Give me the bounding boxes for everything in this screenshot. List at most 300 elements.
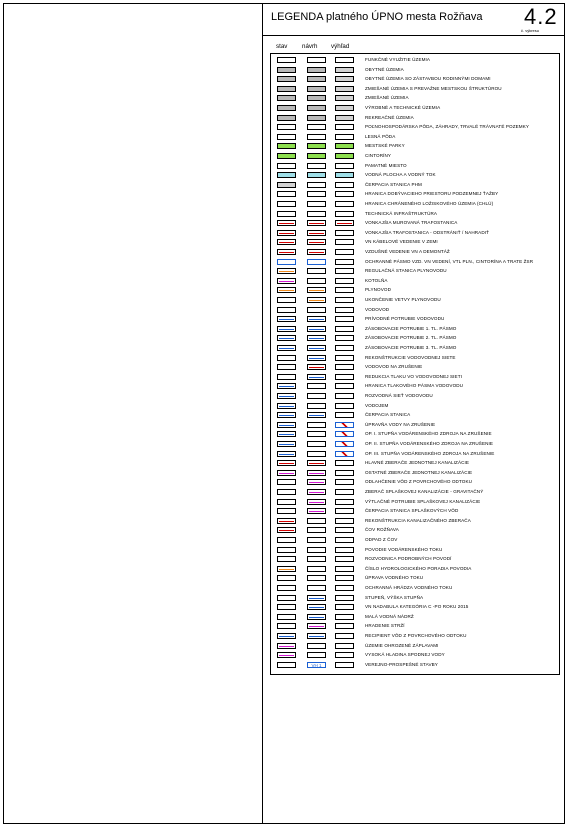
symbol-stav — [277, 134, 296, 140]
legend-row — [270, 632, 560, 641]
symbol-stav — [277, 623, 296, 629]
legend-row — [270, 430, 560, 439]
legend-row — [270, 642, 560, 651]
symbol-stav — [277, 249, 296, 255]
header-vyhlad: výhľad — [331, 43, 350, 50]
symbol-line — [309, 319, 324, 320]
legend-label: VODOJEM — [365, 402, 389, 408]
legend-label: OP. II. STUPŇA VODÁRENSKÉHO ZDROJA NA ZRUŠENIE — [365, 441, 494, 446]
symbol-vyhlad — [335, 153, 354, 159]
symbol-stav — [277, 556, 296, 562]
legend-label: OP. I. STUPŇA VODÁRENSKÉHO ZDROJA NA ZRUŠENIE — [365, 431, 492, 437]
legend-label: ZÁSOBOVACIE POTRUBIE 2. TL. PÁSMO — [365, 335, 457, 341]
symbol-stav — [277, 614, 296, 620]
symbol-vyhlad — [335, 575, 354, 581]
legend-label: OSTATNÉ ZBERAČE JEDNOTNEJ KANALIZÁCIE — [365, 469, 473, 475]
legend-row — [270, 622, 560, 631]
legend-label: PRÍVODNÉ POTRUBIE VODOVODU — [365, 316, 445, 322]
symbol-line — [279, 348, 294, 349]
symbol-navrh — [307, 326, 326, 332]
symbol-stav — [277, 595, 296, 601]
symbol-vyhlad — [335, 393, 354, 399]
symbol-stav — [277, 335, 296, 341]
symbol-stav — [277, 259, 296, 265]
legend-row — [270, 286, 560, 295]
symbol-stav — [277, 489, 296, 495]
symbol-stav — [277, 153, 296, 159]
symbol-line — [309, 607, 324, 608]
margin-divider — [262, 36, 263, 824]
symbol-navrh — [307, 604, 326, 610]
symbol-line — [309, 252, 324, 253]
symbol-stav — [277, 403, 296, 409]
symbol-stav — [277, 86, 296, 92]
symbol-line — [279, 454, 294, 455]
symbol-navrh — [307, 335, 326, 341]
symbol-vyhlad — [335, 230, 354, 236]
legend-row — [270, 94, 560, 103]
legend-label: ZBERAČ SPLAŠKOVEJ KANALIZÁCIE - GRAVITAČNÝ — [365, 489, 484, 494]
symbol-line — [279, 521, 294, 522]
legend-label: MESTSKÉ PARKY — [365, 143, 405, 149]
symbol-vyhlad — [335, 134, 354, 140]
symbol-stav — [277, 527, 296, 533]
symbol-stav — [277, 182, 296, 188]
legend-label: VN NADABULA KATEGÓRIA C -PO ROKU 2015 — [365, 604, 469, 610]
legend-row — [270, 66, 560, 75]
symbol-navrh — [307, 105, 326, 111]
legend-label: KOTOLŇA — [365, 277, 388, 283]
legend-row — [270, 507, 560, 516]
symbol-stav — [277, 230, 296, 236]
symbol-line — [279, 396, 294, 397]
symbol-navrh — [307, 230, 326, 236]
legend-label: OCHRANNÁ HRÁDZA VODNÉHO TOKU — [365, 585, 453, 590]
symbol-stav — [277, 220, 296, 226]
symbol-vyhlad — [335, 479, 354, 485]
legend-label: ČERPACIA STANICA SPLAŠKOVÝCH VÔD — [365, 508, 459, 514]
legend-row — [270, 229, 560, 238]
symbol-vyhlad — [335, 249, 354, 255]
symbol-vyhlad — [335, 633, 354, 639]
symbol-vyhlad — [335, 220, 354, 226]
legend-row — [270, 162, 560, 171]
symbol-vyhlad — [335, 508, 354, 514]
symbol-line — [309, 338, 324, 339]
legend-row — [270, 85, 560, 94]
legend-row — [270, 190, 560, 199]
legend-label: ZMIEŠANÉ ÚZEMIA — [365, 95, 409, 101]
symbol-navrh — [307, 547, 326, 553]
symbol-vyhlad — [335, 211, 354, 217]
legend-label: VZDUŠNÉ VEDENIE VN A DEMONTÁŽ — [365, 249, 450, 254]
legend-row — [270, 536, 560, 545]
legend-label: ÚZEMIE OHROZENÉ ZÁPLAVAMI — [365, 642, 439, 648]
symbol-line — [309, 415, 324, 416]
symbol-line — [279, 415, 294, 416]
symbol-line — [337, 223, 352, 224]
symbol-stav — [277, 95, 296, 101]
symbol-navrh — [307, 134, 326, 140]
symbol-vyhlad — [335, 556, 354, 562]
symbol-navrh — [307, 355, 326, 361]
symbol-vyhlad — [335, 614, 354, 620]
symbol-stav — [277, 67, 296, 73]
symbol-line — [279, 319, 294, 320]
symbol-line — [279, 434, 294, 435]
legend-label: VODOVOD NA ZRUŠENIE — [365, 364, 423, 370]
legend-row — [270, 555, 560, 564]
legend-label: VYSOKÁ HLADINA SPODNEJ VODY — [365, 652, 445, 658]
legend-row — [270, 277, 560, 286]
symbol-vyhlad — [335, 662, 354, 668]
symbol-line — [279, 569, 294, 570]
symbol-navrh — [307, 403, 326, 409]
symbol-vyhlad — [335, 355, 354, 361]
legend-label: TECHNICKÁ INFRAŠTRUKTÚRA — [365, 210, 438, 216]
symbol-stav — [277, 345, 296, 351]
symbol-vyhlad — [335, 547, 354, 553]
symbol-vyhlad — [335, 172, 354, 178]
symbol-vyhlad — [335, 316, 354, 322]
symbol-line — [309, 502, 324, 503]
legend-row — [270, 258, 560, 267]
symbol-vyhlad — [335, 95, 354, 101]
symbol-vyhlad — [335, 451, 354, 457]
symbol-navrh — [307, 374, 326, 380]
legend-row — [270, 210, 560, 219]
legend-row — [270, 373, 560, 382]
legend-row — [270, 306, 560, 315]
symbol-stav — [277, 124, 296, 130]
legend-label: ÚPRAVŇA VODY NA ZRUŠENIE — [365, 421, 436, 427]
symbol-stav — [277, 547, 296, 553]
symbol-line — [309, 233, 324, 234]
symbol-vyhlad — [335, 335, 354, 341]
legend-label: VONKAJŠIA MUROVANÁ TRAFOSTANICA — [365, 220, 458, 226]
symbol-navrh — [307, 316, 326, 322]
page-title: LEGENDA platného ÚPNO mesta Rožňava — [271, 11, 483, 23]
legend-row — [270, 546, 560, 555]
symbol-line — [309, 636, 324, 637]
symbol-line — [279, 329, 294, 330]
legend-row — [270, 181, 560, 190]
legend-label: ČOV ROŽŇAVA — [365, 527, 399, 533]
symbol-stav — [277, 643, 296, 649]
symbol-line — [309, 329, 324, 330]
symbol-navrh — [307, 431, 326, 437]
legend-label: VÝTLAČNÉ POTRUBIE SPLAŠKOVEJ KANALIZÁCIE — [365, 498, 481, 504]
symbol-navrh — [307, 259, 326, 265]
legend-row — [270, 114, 560, 123]
legend-row — [270, 526, 560, 535]
symbol-vyhlad — [335, 652, 354, 658]
symbol-stav — [277, 374, 296, 380]
symbol-navrh — [307, 86, 326, 92]
symbol-navrh — [307, 383, 326, 389]
legend-label: HRANICA TLAKOVÉHO PÁSMA VODOVODU — [365, 383, 464, 389]
legend-row — [270, 574, 560, 583]
symbol-line — [309, 367, 324, 368]
symbol-stav — [277, 76, 296, 82]
symbol-vyhlad — [335, 489, 354, 495]
legend-label: ROZVODNÁ SIEŤ VODOVODU — [365, 393, 433, 398]
symbol-line — [279, 290, 294, 291]
symbol-stav — [277, 278, 296, 284]
legend-row — [270, 651, 560, 660]
legend-label: VODOVOD — [365, 306, 390, 312]
symbol-stav — [277, 518, 296, 524]
symbol-stav — [277, 143, 296, 149]
symbol-stav — [277, 393, 296, 399]
symbol-navrh — [307, 201, 326, 207]
symbol-navrh — [307, 441, 326, 447]
symbol-navrh — [307, 585, 326, 591]
symbol-line — [309, 598, 324, 599]
legend-row — [270, 325, 560, 334]
legend-row — [270, 421, 560, 430]
legend-label: OP. III. STUPŇA VODÁRENSKÉHO ZDROJA NA ZRUŠENIE — [365, 450, 495, 456]
symbol-vyhlad — [335, 460, 354, 466]
symbol-vyhlad — [335, 57, 354, 63]
symbol-stav — [277, 662, 296, 668]
symbol-vyhlad — [335, 345, 354, 351]
legend-row — [270, 661, 560, 670]
symbol-stav — [277, 355, 296, 361]
symbol-vyhlad — [335, 239, 354, 245]
legend-label: REKONŠTRUKCIE VODOVODNEJ SIETE — [365, 354, 456, 360]
symbol-navrh — [307, 614, 326, 620]
symbol-navrh — [307, 220, 326, 226]
legend-row — [270, 402, 560, 411]
symbol-navrh — [307, 163, 326, 169]
legend-row — [270, 171, 560, 180]
legend-label: VEREJNO-PROSPEŠNÉ STAVBY — [365, 661, 438, 667]
symbol-navrh — [307, 67, 326, 73]
legend-row — [270, 565, 560, 574]
symbol-line — [309, 223, 324, 224]
legend-row — [270, 344, 560, 353]
symbol-navrh: VH 1 — [307, 662, 326, 668]
symbol-vyhlad — [335, 518, 354, 524]
symbol-vyhlad — [335, 182, 354, 188]
legend-label: VODNÁ PLOCHA A VODNÝ TOK — [365, 172, 436, 178]
symbol-line — [309, 348, 324, 349]
legend-label: HLAVNÉ ZBERAČE JEDNOTNEJ KANALIZÁCIE — [365, 460, 470, 466]
legend-row — [270, 469, 560, 478]
legend-row — [270, 123, 560, 132]
symbol-navrh — [307, 57, 326, 63]
symbol-line — [309, 377, 324, 378]
legend-label: OBYTNÉ ÚZEMIA — [365, 66, 404, 72]
legend-row — [270, 498, 560, 507]
symbol-line — [279, 655, 294, 656]
symbol-vyhlad — [335, 431, 354, 437]
symbol-stav — [277, 451, 296, 457]
symbol-navrh — [307, 211, 326, 217]
legend-row — [270, 354, 560, 363]
legend-label: ZMIEŠANÉ ÚZEMIA S PREVAŽNE MESTSKOU ŠTRUKTÚROU — [365, 85, 502, 91]
symbol-line — [279, 463, 294, 464]
symbol-line — [279, 386, 294, 387]
symbol-navrh — [307, 95, 326, 101]
symbol-vyhlad — [335, 259, 354, 265]
symbol-line — [309, 617, 324, 618]
symbol-stav — [277, 307, 296, 313]
symbol-line — [279, 444, 294, 445]
legend-row — [270, 133, 560, 142]
symbol-line — [279, 233, 294, 234]
symbol-stav — [277, 326, 296, 332]
legend-row — [270, 488, 560, 497]
legend-row — [270, 315, 560, 324]
legend-label: VN KÁBELOVÉ VEDENIE V ZEMI — [365, 239, 438, 245]
symbol-navrh — [307, 297, 326, 303]
symbol-vyhlad — [335, 201, 354, 207]
symbol-navrh — [307, 76, 326, 82]
symbol-vyhlad — [335, 76, 354, 82]
legend-label: POVODIE VODÁRENSKÉHO TOKU — [365, 546, 443, 552]
legend-label: MALÁ VODNÁ NÁDRŽ — [365, 613, 414, 619]
legend-label: REDUKCIA TLAKU VO VODOVODNEJ SIETI — [365, 373, 462, 379]
legend-label: ROZVODNICA PODROBNÝCH POVODÍ — [365, 556, 452, 562]
legend-row — [270, 517, 560, 526]
legend-row — [270, 200, 560, 209]
legend-label: REKONŠTRUKCIA KANALIZAČNÉHO ZBERAČA — [365, 517, 471, 523]
symbol-navrh — [307, 499, 326, 505]
symbol-line — [279, 338, 294, 339]
symbol-navrh — [307, 412, 326, 418]
symbol-navrh — [307, 115, 326, 121]
symbol-vyhlad — [335, 527, 354, 533]
symbol-navrh — [307, 239, 326, 245]
symbol-line — [279, 473, 294, 474]
legend-row — [270, 248, 560, 257]
symbol-navrh — [307, 652, 326, 658]
symbol-vyhlad — [335, 67, 354, 73]
symbol-line — [309, 300, 324, 301]
symbol-vyhlad — [335, 537, 354, 543]
symbol-stav — [277, 604, 296, 610]
legend-row — [270, 478, 560, 487]
symbol-line — [309, 358, 324, 359]
symbol-navrh — [307, 518, 326, 524]
symbol-navrh — [307, 143, 326, 149]
symbol-vyhlad — [335, 470, 354, 476]
symbol-navrh — [307, 633, 326, 639]
header-stav: stav — [276, 43, 288, 50]
symbol-line — [279, 271, 294, 272]
symbol-navrh — [307, 153, 326, 159]
symbol-stav — [277, 191, 296, 197]
symbol-line — [279, 406, 294, 407]
symbol-stav — [277, 201, 296, 207]
symbol-vyhlad — [335, 364, 354, 370]
symbol-vyhlad — [335, 643, 354, 649]
symbol-vyhlad — [335, 412, 354, 418]
symbol-stav — [277, 211, 296, 217]
symbol-line — [279, 425, 294, 426]
symbol-stav — [277, 537, 296, 543]
symbol-vyhlad — [335, 307, 354, 313]
symbol-navrh — [307, 566, 326, 572]
drawing-number-caption: č. výkresu — [521, 28, 540, 33]
symbol-stav — [277, 479, 296, 485]
symbol-stav — [277, 422, 296, 428]
symbol-navrh — [307, 364, 326, 370]
symbol-stav — [277, 163, 296, 169]
legend-row — [270, 56, 560, 65]
legend-row — [270, 75, 560, 84]
symbol-vyhlad — [335, 422, 354, 428]
symbol-navrh — [307, 527, 326, 533]
legend-row — [270, 152, 560, 161]
symbol-stav — [277, 364, 296, 370]
symbol-navrh — [307, 191, 326, 197]
symbol-vyhlad — [335, 297, 354, 303]
symbol-line — [279, 223, 294, 224]
symbol-vyhlad — [335, 374, 354, 380]
legend-row — [270, 603, 560, 612]
symbol-stav — [277, 412, 296, 418]
symbol-stav — [277, 297, 296, 303]
legend-label: ZÁSOBOVACIE POTRUBIE 3. TL. PÁSMO — [365, 345, 457, 350]
symbol-vyhlad — [335, 268, 354, 274]
symbol-navrh — [307, 345, 326, 351]
symbol-line — [309, 482, 324, 483]
symbol-vyhlad — [335, 441, 354, 447]
legend-label: HRANICA DOBÝVACIEHO PRIESTORU PODZEMNEJ ŤAŽBY — [365, 191, 499, 197]
symbol-vyhlad — [335, 115, 354, 121]
symbol-navrh — [307, 623, 326, 629]
legend-row — [270, 334, 560, 343]
legend-label: CINTORÍNY — [365, 153, 392, 158]
legend-label: POĽNOHOSPODÁRSKA PÔDA, ZÁHRADY, TRVALÉ TRÁVNATÉ POZEMKY — [365, 124, 530, 130]
symbol-navrh — [307, 278, 326, 284]
symbol-navrh — [307, 460, 326, 466]
symbol-vyhlad — [335, 595, 354, 601]
symbol-navrh — [307, 182, 326, 188]
legend-row — [270, 219, 560, 228]
symbol-vyhlad — [335, 163, 354, 169]
symbol-navrh — [307, 470, 326, 476]
symbol-line — [309, 290, 324, 291]
legend-row — [270, 450, 560, 459]
symbol-line — [279, 252, 294, 253]
symbol-navrh — [307, 393, 326, 399]
symbol-navrh — [307, 556, 326, 562]
legend-row — [270, 142, 560, 151]
symbol-navrh — [307, 595, 326, 601]
legend-row — [270, 411, 560, 420]
symbol-stav — [277, 499, 296, 505]
legend-row — [270, 267, 560, 276]
symbol-line — [309, 626, 324, 627]
symbol-stav — [277, 105, 296, 111]
legend-label: ÚPRAVA VODNÉHO TOKU — [365, 575, 424, 581]
legend-label: STUPEŇ, VÝŠKA STUPŇA — [365, 594, 424, 600]
legend-label: PAMATNÉ MIESTO — [365, 162, 407, 168]
symbol-vyhlad — [335, 287, 354, 293]
legend-label: ODLAHČENIE VÔD Z POVRCHOVÉHO ODTOKU — [365, 479, 473, 485]
symbol-navrh — [307, 124, 326, 130]
symbol-navrh — [307, 172, 326, 178]
legend-row — [270, 459, 560, 468]
symbol-navrh — [307, 249, 326, 255]
symbol-vyhlad — [335, 326, 354, 332]
symbol-stav — [277, 316, 296, 322]
symbol-navrh — [307, 489, 326, 495]
